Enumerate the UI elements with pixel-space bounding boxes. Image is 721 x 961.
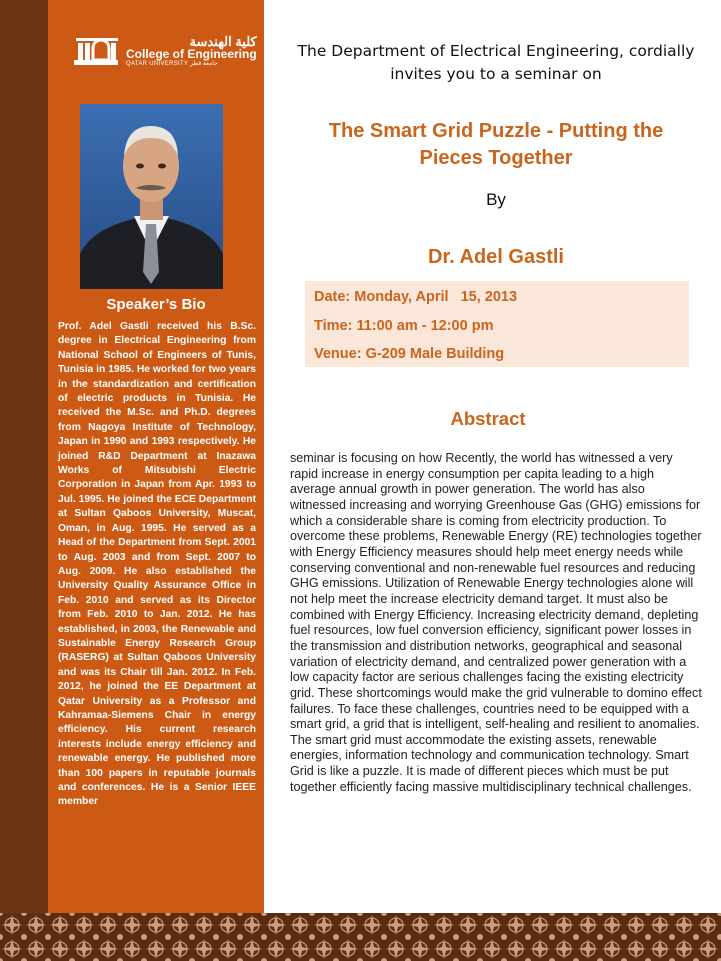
event-venue: Venue: G-209 Male Building [314, 346, 505, 362]
logo-arabic-name: كلية الهندسة [189, 33, 257, 49]
invitation-text: The Department of Electrical Engineering, cordially invites you to a seminar on [297, 42, 695, 83]
left-border-strip [0, 0, 48, 913]
bio-heading: Speaker’s Bio [106, 296, 206, 313]
college-emblem-icon [72, 34, 120, 68]
abstract-heading: Abstract [450, 408, 526, 429]
event-time: Time: 11:00 am - 12:00 pm [314, 318, 494, 334]
by-label: By [486, 190, 506, 209]
footer-ornament-pattern [0, 913, 721, 961]
abstract-text: seminar is focusing on how Recently, the world has witnessed a very rapid increase in energy consumption per capita leading to a high average annual growth in power generation. The world has also witnessed increasing and worrying Greenhouse Gas (GHG) emissions for which a considerable share is coming from electricity production. To overcome these problems, Renewable Energy (RE) technologies together with Energy Efficiency measures should help meet energy needs while conserving conventional and non-renewable fuel resources and reducing GHG emissions. Utilization of Renewable Energy technologies alone will not help meet the increase electricity demand target. It must also be combined with Energy Efficiency. Increasing electricity demand, depleting fuel resources, low fuel conversion efficiency, significant power losses in the transmission and distribution networks, geographical and seasonal variation of electricity demand, and centralized power generation with a low capacity factor are serious challenges facing the existing electricity grid. These shortcomings would make the grid vulnerable to domino effect failures. To face these challenges, countries need to be equipped with a smart grid, a grid that is intelligent, self-healing and resilient to anomalies. The smart grid must accommodate the existing assets, renewable energies, information technology and communication technology. Smart Grid is like a puzzle. It is made of different pieces which must be put together efficiently facing massive multidisciplinary technical challenges. [290, 451, 702, 794]
logo-english-name: College of Engineering [126, 47, 257, 62]
logo-university-name: QATAR UNIVERSITY جامعة قطر [126, 60, 218, 67]
college-logo [72, 34, 257, 68]
event-date: Date: Monday, April 15, 2013 [314, 289, 518, 305]
seminar-title: The Smart Grid Puzzle - Putting the Pieces Together [328, 120, 664, 169]
speaker-name: Dr. Adel Gastli [428, 246, 564, 268]
speaker-photo [80, 104, 223, 289]
bio-text: Prof. Adel Gastli received his B.Sc. degree in Electrical Engineering from National School of Engineers of Tunis, Tunisia in 1985. He worked for two years in the standardization and certification of electric products in Tunisia. He received the M.Sc. and Ph.D. degrees from Nagoya Institute of Technology, Japan in 1990 and 1993 respectively. He joined R&D Department at Inazawa Works of Mitsubishi Electric Corporation in Japan from Apr. 1993 to Jul. 1995. He joined the ECE Department at Sultan Qaboos University, Muscat, Oman, in Aug. 1995. He served as a Head of the Department from Sept. 2001 to Aug. 2003 and from Sept. 2007 to Aug. 2009. He also established the University Quality Assurance Office in Feb. 2010 and served as its Director from Feb. 2010 to Jan. 2012. He has established, in 2003, the Renewable and Sustainable Energy Research Group (RASERG) at Sultan Qaboos University and was its Chair till Jan. 2012. In Feb. 2012, he joined the EE Department at Qatar University as a Professor and Kahramaa-Siemens Chair in energy efficiency. His current research interests include energy efficiency and renewable energy. He published more than 100 papers in reputable journals and conferences. He is a Senior IEEE member [58, 321, 256, 808]
